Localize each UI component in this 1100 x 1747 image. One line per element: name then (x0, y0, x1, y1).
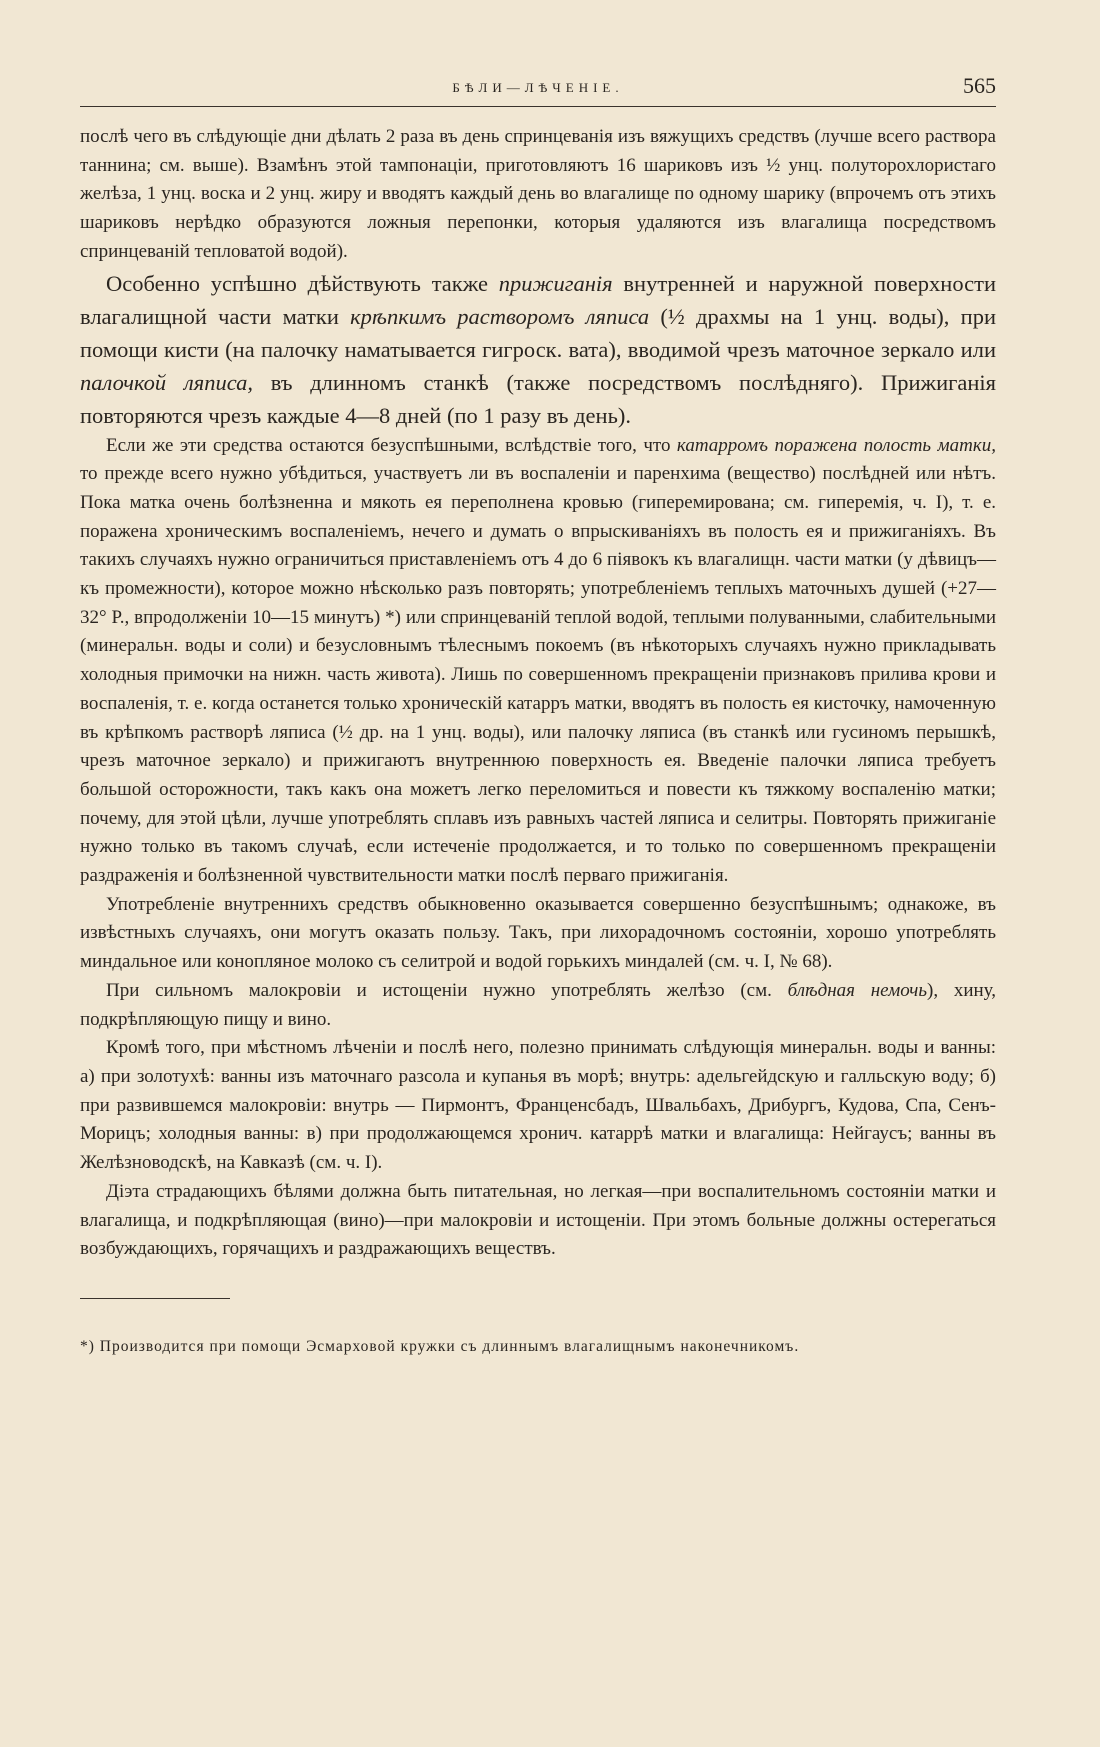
paragraph (80, 977, 996, 1034)
paragraph (80, 432, 996, 891)
italic-text: крѣпкимъ растворомъ ляписа (350, 303, 650, 329)
paragraph (80, 891, 996, 977)
page-header (80, 70, 996, 107)
body-text (80, 123, 996, 1264)
paragraph (80, 123, 996, 267)
footnote-rule (80, 1298, 230, 1299)
text-run: ), хину, подкрѣпляющую пищу и вино. (80, 979, 997, 1030)
italic-text: прижиганія (498, 270, 613, 296)
paragraph (80, 1034, 996, 1178)
footnote: *) Производится при помощи Эсмарховой кружки съ длиннымъ влагалищнымъ наконечникомъ. (80, 1337, 800, 1355)
running-title: БѢЛИ—ЛѢЧЕНІЕ. (452, 80, 624, 95)
page-number: 565 (963, 73, 996, 98)
italic-text: блѣдная немочь (787, 979, 927, 1001)
paragraph (80, 267, 996, 432)
book-page (80, 70, 996, 1362)
text-run: При сильномъ малокровіи и истощеніи нужно употреблять желѣзо (см. (106, 979, 788, 1001)
text-run: Особенно успѣшно дѣйствують также (106, 270, 499, 296)
italic-text: палочкой ляписа, (80, 369, 253, 395)
italic-text: катарромъ поражена полость матки, (676, 434, 996, 456)
text-run: Діэта страдающихъ бѣлями должна быть питательная, но легкая—при воспалительномъ состояніи матки и влагалища, и подкрѣпляющая (вино)—при малокровіи и истощеніи. При этомъ больные должны остерегаться возбуждающихъ, горячащихъ и раздражающихъ веществъ. (80, 1180, 996, 1260)
text-run: то прежде всего нужно убѣдиться, участвуетъ ли въ воспаленіи и паренхима (вещество) послѣдней или нѣтъ. Пока матка очень болѣзненна и мякоть ея переполнена кровью (гиперемирована; см. гиперемія, ч. I), т. е. поражена хроническимъ воспаленіемъ, нечего и думать о впрыскиваніяхъ въ полость ея и прижиганіяхъ. Въ такихъ случаяхъ нужно ограничиться приставленіемъ отъ 4 до 6 піявокъ къ влагалищн. части матки (у дѣвицъ—къ промежности), которое можно нѣсколько разъ повторять; употребленіемъ теплыхъ маточныхъ душей (+27—32° Р., впродолженіи 10—15 минутъ) *) или спринцеваній теплой водой, теплыми полуванными, слабительными (минеральн. воды и соли) и безусловнымъ тѣлеснымъ покоемъ (въ нѣкоторыхъ случаяхъ нужно прикладывать холодныя примочки на нижн. часть живота). Лишь по совершенномъ прекращеніи признаковъ прилива крови и воспаленія, т. е. когда останется только хроническій катарръ матки, вводятъ въ полость ея кисточку, намоченную въ крѣпкомъ растворѣ ляписа (½ др. на 1 унц. воды), или палочку ляписа (въ станкѣ или гусиномъ перышкѣ, чрезъ маточное зеркало) и прижигаютъ внутреннюю поверхность ея. Введеніе палочки ляписа требуетъ большой осторожности, такъ какъ она можетъ легко переломиться и повести къ тяжкому воспаленію матки; почему, для этой цѣли, лучше употреблять сплавъ изъ равныхъ частей ляписа и селитры. Повторять прижиганіе нужно только въ такомъ случаѣ, если истеченіе продолжается, и то только по совершенномъ прекращеніи раздраженія и болѣзненной чувствительности матки послѣ перваго прижиганія. (80, 463, 996, 887)
text-run: въ длинномъ станкѣ (также посредствомъ послѣдняго). Прижиганія повторяются чрезъ каждые 4—8 дней (по 1 разу въ день). (80, 369, 996, 428)
text-run: Кромѣ того, при мѣстномъ лѣченіи и послѣ него, полезно принимать слѣдующія минеральн. воды и ванны: а) при золотухѣ: ванны изъ маточнаго разсола и купанья въ морѣ; внутрь: адельгейдскую и галльскую воду; б) при развившемся малокровіи: внутрь — Пирмонтъ, Франценсбадъ, Швальбахъ, Дрибургъ, Кудова, Спа, Сенъ-Морицъ; холодныя ванны: в) при продолжающемся хронич. катаррѣ матки и влагалища: Нейгаусъ; ванны въ Желѣзноводскѣ, на Кавказѣ (см. ч. I). (80, 1037, 996, 1174)
text-run: Употребленіе внутреннихъ средствъ обыкновенно оказывается совершенно безуспѣшнымъ; однакоже, въ извѣстныхъ случаяхъ, они могутъ оказать пользу. Такъ, при лихорадочномъ состояніи, хорошо употреблять миндальное или конопляное молоко съ селитрой и водой горькихъ миндалей (см. ч. I, № 68). (80, 893, 996, 973)
text-run: (½ драхмы на 1 унц. воды), при помощи кисти (на палочку наматывается гигроск. вата), вводимой чрезъ маточное зеркало или (80, 303, 996, 362)
paragraph (80, 1178, 996, 1264)
text-run: внутренней и наружной поверхности влагалищной части матки (80, 270, 996, 329)
text-run: Если же эти средства остаются безуспѣшными, вслѣдствіе того, что (106, 434, 677, 456)
text-run: послѣ чего въ слѣдующіе дни дѣлать 2 раза въ день спринцеванія изъ вяжущихъ средствъ (лучше всего раствора таннина; см. выше). Взамѣнъ этой тампонаціи, приготовляютъ 16 шариковъ изъ ½ унц. полуторохлористаго желѣза, 1 унц. воска и 2 унц. жиру и вводятъ каждый день во влагалище по одному шарику (впрочемъ отъ этихъ шариковъ нерѣдко образуются ложныя перепонки, которыя удаляются изъ влагалища посредствомъ спринцеваній тепловатой водой). (80, 126, 996, 262)
